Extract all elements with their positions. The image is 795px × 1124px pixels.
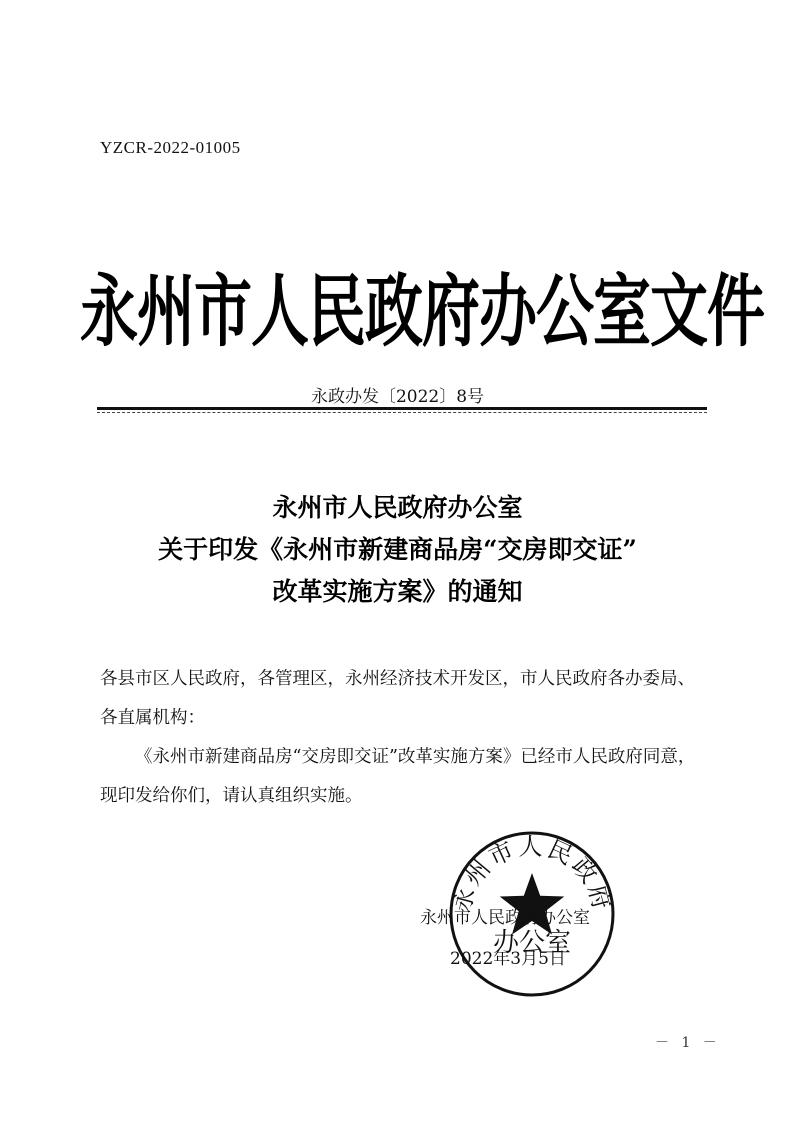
page-number: － 1 － <box>655 1035 721 1051</box>
header-divider-thin <box>97 412 707 413</box>
body-paragraph: 《永州市新建商品房“交房即交证”改革实施方案》已经市人民政府同意，现印发给你们，请认真组织实施。 <box>100 747 696 806</box>
seal-bottom-text: 办公室 <box>492 928 572 958</box>
title-line-2: 关于印发《永州市新建商品房“交房即交证” <box>158 535 637 564</box>
recipients-paragraph: 各县市区人民政府，各管理区，永州经济技术开发区，市人民政府各办委局、各直属机构： <box>100 669 695 728</box>
header-divider-thick <box>97 407 707 410</box>
issue-date: 2022年3月5日 <box>450 949 566 969</box>
document-code: YZCR-2022-01005 <box>100 138 241 157</box>
document-header: 永州市人民政府办公室文件 <box>80 265 765 358</box>
document-number: 永政办发〔2022〕8号 <box>310 387 485 407</box>
title-line-1: 永州市人民政府办公室 <box>272 493 523 522</box>
signer-name: 永州市人民政府办公室 <box>420 908 590 928</box>
notice-body <box>100 660 710 816</box>
notice-title <box>90 487 705 613</box>
title-line-3: 改革实施方案》的通知 <box>272 577 523 606</box>
seal-ring-text: 永州市人民政府 <box>447 832 617 916</box>
